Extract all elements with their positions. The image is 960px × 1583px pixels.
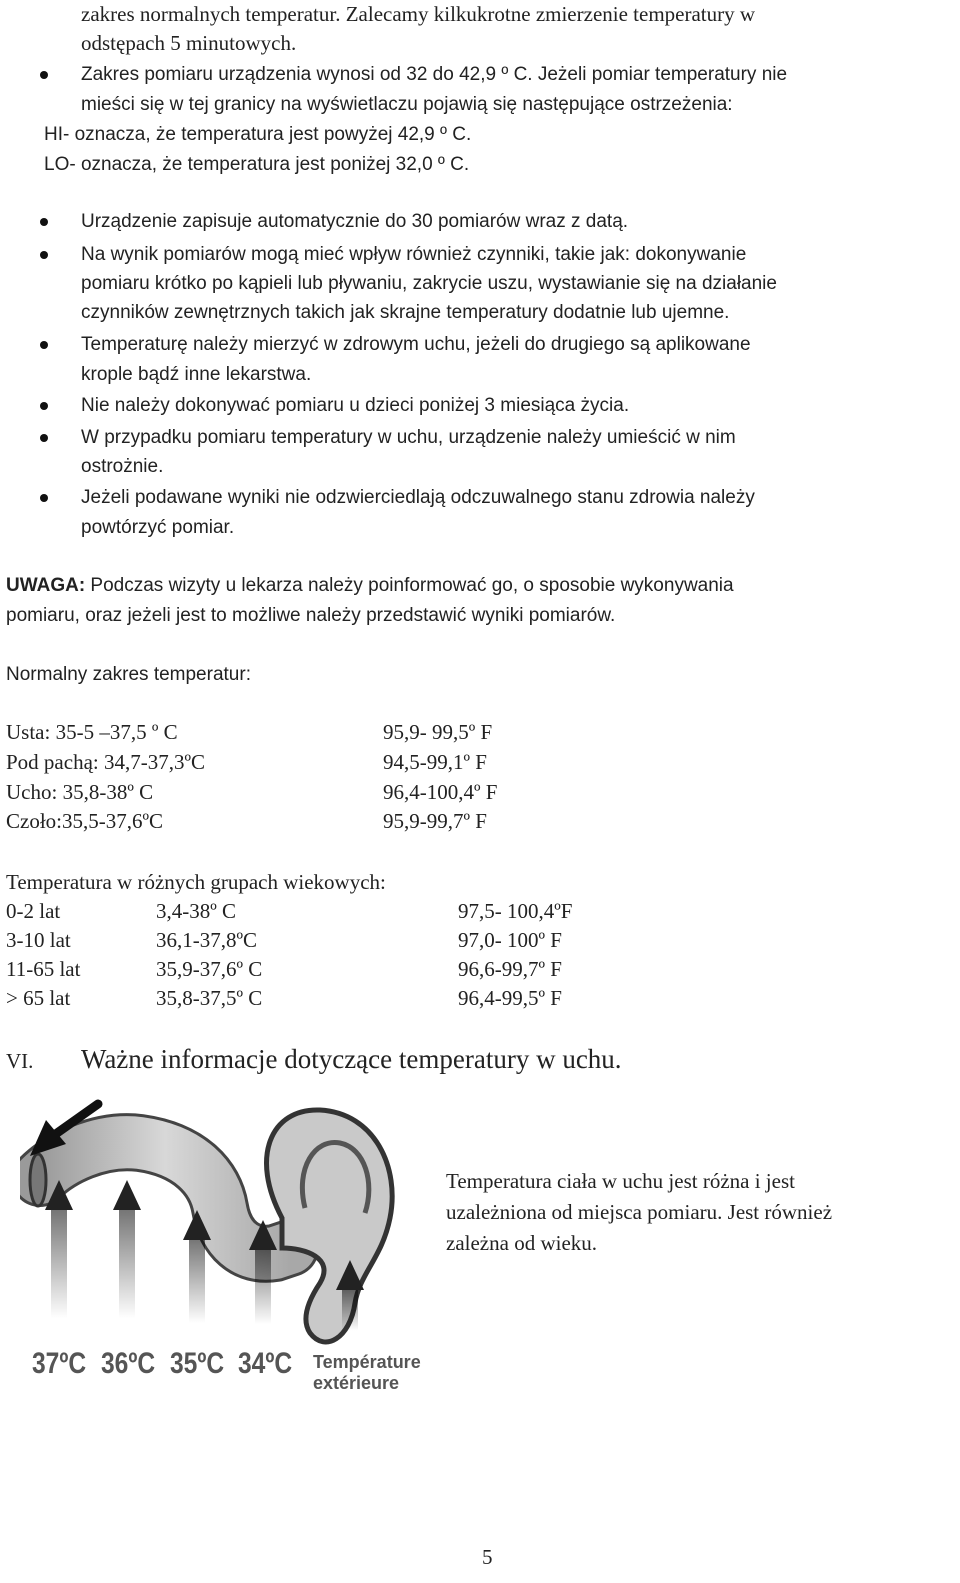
bullet-icon <box>40 341 48 349</box>
fahrenheit-cell: 96,6-99,7º F <box>458 957 562 981</box>
exterior-temperature-label <box>313 1352 421 1394</box>
hi-warning: HI- oznacza, że temperatura jest powyżej 42,9 º C. <box>44 124 472 145</box>
lo-warning: LO- oznacza, że temperatura jest poniżej 32,0 º C. <box>44 154 470 175</box>
list-item-line: ostrożnie. <box>81 456 164 477</box>
range-f: 94,5-99,1º F <box>383 750 487 774</box>
list-item-line: pomiaru krótko po kąpieli lub pływaniu, zakrycie uszu, wystawianie się na działanie <box>81 273 777 294</box>
fahrenheit-cell: 96,4-99,5º F <box>458 986 562 1010</box>
range-site: Ucho: 35,8-38º C <box>6 780 154 804</box>
temp-label: 37ºC <box>32 1347 87 1380</box>
age-cell: 11-65 lat <box>6 957 81 981</box>
range-f: 96,4-100,4º F <box>383 780 498 804</box>
celsius-cell: 36,1-37,8ºC <box>156 928 258 952</box>
fahrenheit-cell: 97,0- 100º F <box>458 928 562 952</box>
ear-note-line: Temperatura ciała w uchu jest różna i jest <box>446 1169 795 1193</box>
section-number: VI. <box>6 1049 34 1073</box>
uwaga-text: Podczas wizyty u lekarza należy poinformować go, o sposobie wykonywania <box>85 575 734 596</box>
list-item-line: Temperaturę należy mierzyć w zdrowym uchu, jeżeli do drugiego są aplikowane <box>81 334 751 355</box>
list-item: Nie należy dokonywać pomiaru u dzieci poniżej 3 miesiąca życia. <box>81 395 630 416</box>
uwaga-line: pomiaru, oraz jeżeli jest to możliwe należy przedstawić wyniki pomiarów. <box>6 605 616 626</box>
section-title: Ważne informacje dotyczące temperatury w uchu. <box>81 1044 622 1074</box>
range-f: 95,9-99,7º F <box>383 809 487 833</box>
list-item: Urządzenie zapisuje automatycznie do 30 pomiarów wraz z datą. <box>81 211 629 232</box>
list-item-line: mieści się w tej granicy na wyświetlaczu pojawią się następujące ostrzeżenia: <box>81 94 733 115</box>
ear-note-line: uzależniona od miejsca pomiaru. Jest również <box>446 1200 833 1224</box>
list-item-line: Zakres pomiaru urządzenia wynosi od 32 do 42,9 º C. Jeżeli pomiar temperatury nie <box>81 64 788 85</box>
ear-note-line: zależna od wieku. <box>446 1231 598 1255</box>
celsius-cell: 3,4-38º C <box>156 899 237 923</box>
exterior-line: extérieure <box>313 1373 400 1393</box>
temp-label: 36ºC <box>101 1347 156 1380</box>
bullet-icon <box>40 494 48 502</box>
range-f: 95,9- 99,5º F <box>383 720 493 744</box>
intro-line: odstępach 5 minutowych. <box>81 31 297 55</box>
uwaga-line <box>6 571 734 600</box>
list-item-line: Na wynik pomiarów mogą mieć wpływ również czynniki, takie jak: dokonywanie <box>81 244 747 265</box>
fahrenheit-cell: 97,5- 100,4ºF <box>458 899 573 923</box>
age-groups-heading: Temperatura w różnych grupach wiekowych: <box>6 870 386 894</box>
celsius-cell: 35,9-37,6º C <box>156 957 263 981</box>
list-item-line: Jeżeli podawane wyniki nie odzwierciedlają odczuwalnego stanu zdrowia należy <box>81 487 755 508</box>
temp-label: 35ºC <box>170 1347 225 1380</box>
normal-range-heading: Normalny zakres temperatur: <box>6 664 251 685</box>
celsius-cell: 35,8-37,5º C <box>156 986 263 1010</box>
bullet-icon <box>40 218 48 226</box>
age-cell: 0-2 lat <box>6 899 61 923</box>
intro-line: zakres normalnych temperatur. Zalecamy kilkukrotne zmierzenie temperatury w <box>81 2 756 26</box>
list-item-line: powtórzyć pomiar. <box>81 517 235 538</box>
uwaga-label: UWAGA: <box>6 575 86 596</box>
range-site: Usta: 35-5 –37,5 º C <box>6 720 178 744</box>
exterior-line: Température <box>313 1352 421 1372</box>
age-cell: 3-10 lat <box>6 928 71 952</box>
range-site: Pod pachą: 34,7-37,3ºC <box>6 750 205 774</box>
page-number: 5 <box>482 1545 493 1569</box>
temp-label: 34ºC <box>238 1347 293 1380</box>
age-cell: > 65 lat <box>6 986 71 1010</box>
list-item-line: W przypadku pomiaru temperatury w uchu, urządzenie należy umieścić w nim <box>81 427 736 448</box>
range-site: Czoło:35,5-37,6ºC <box>6 809 164 833</box>
list-item-line: krople bądź inne lekarstwa. <box>81 364 312 385</box>
bullet-icon <box>40 251 48 259</box>
list-item-line: czynników zewnętrznych takich jak skrajne temperatury dodatnie lub ujemne. <box>81 302 730 323</box>
bullet-icon <box>40 402 48 410</box>
bullet-icon <box>40 434 48 442</box>
bullet-icon <box>40 71 48 79</box>
